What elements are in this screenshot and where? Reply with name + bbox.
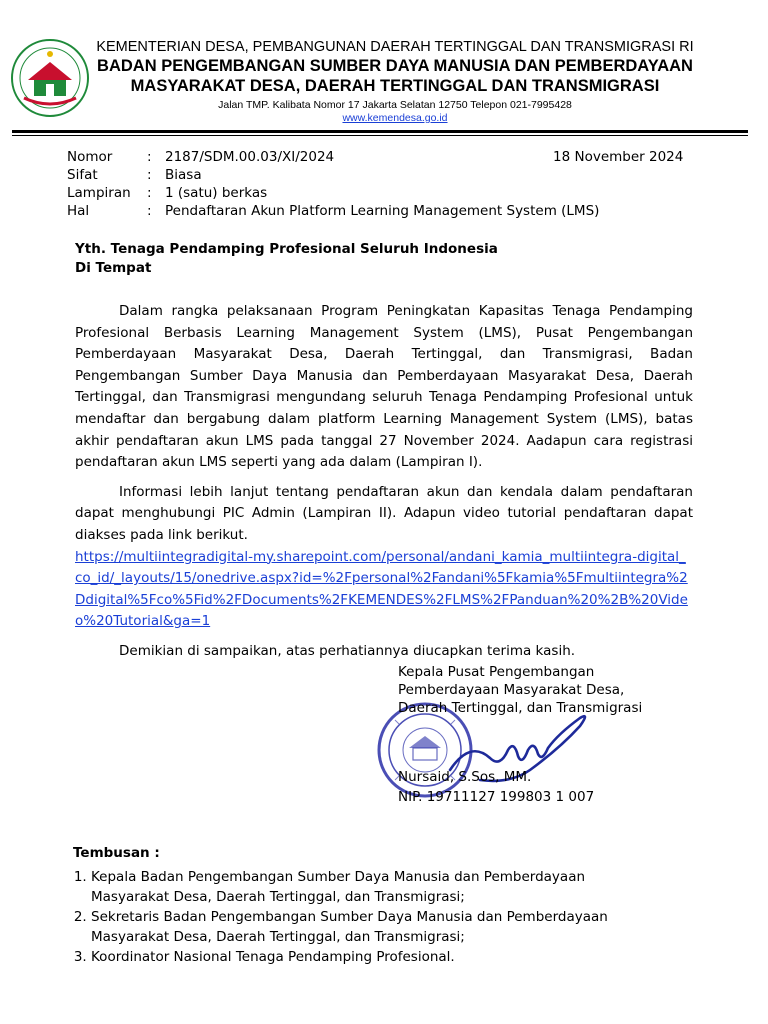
tutorial-video-link[interactable]: https://multiintegradigital-my.sharepoint.com/personal/andani_kamia_multiintegra-digital_co_id/_layouts/15/onedrive.aspx?id=%2Fpersonal%2Fandani%5Fkamia%5Fmultiintegra%2Ddigital%5Fco%5Fid%2FDocuments%2FKEMENDES%2FLMS%2FPanduan%20%2B%20Video%20Tutorial&ga=1 xyxy=(75,548,688,630)
ministry-name: KEMENTERIAN DESA, PEMBANGUNAN DAERAH TERTINGGAL DAN TRANSMIGRASI RI xyxy=(96,39,694,55)
meta-value: 1 (satu) berkas xyxy=(165,185,268,201)
letterhead-divider-thick xyxy=(12,130,748,133)
agency-name-line1: BADAN PENGEMBANGAN SUMBER DAYA MANUSIA DAN PEMBERDAYAAN xyxy=(97,57,693,75)
body-paragraph-2: Informasi lebih lanjut tentang pendaftaran akun dan kendala dalam pendaftaran dapat menghubungi PIC Admin (Lampiran II). Adapun video tutorial pendaftaran dapat diakses pada link berikut. xyxy=(75,483,693,543)
signature-block xyxy=(398,663,643,805)
meta-key: Sifat xyxy=(67,167,98,183)
meta-key: Hal xyxy=(67,203,90,219)
addressee-line2: Di Tempat xyxy=(75,260,152,276)
list-item: 2. Sekretaris Badan Pengembangan Sumber Daya Manusia dan Pemberdayaan Masyarakat Desa, Daerah Tertinggal, dan Transmigrasi; xyxy=(91,907,631,947)
meta-key: Nomor xyxy=(67,149,113,165)
signer-nip: NIP. 19711127 199803 1 007 xyxy=(398,789,595,805)
list-item: 1. Kepala Badan Pengembangan Sumber Daya Manusia dan Pemberdayaan Masyarakat Desa, Daerah Tertinggal, dan Transmigrasi; xyxy=(91,867,631,907)
meta-colon: : xyxy=(147,167,152,183)
carbon-copy-section xyxy=(73,843,631,967)
carbon-copy-list xyxy=(73,867,631,967)
meta-row-sifat xyxy=(67,166,599,184)
signer-title-line2: Pemberdayaan Masyarakat Desa, xyxy=(398,682,625,698)
meta-colon: : xyxy=(147,149,152,165)
letter-date: 18 November 2024 xyxy=(553,149,684,165)
body-paragraph-closing: Demikian di sampaikan, atas perhatiannya diucapkan terima kasih. xyxy=(119,642,576,659)
addressee xyxy=(75,240,498,278)
letterhead xyxy=(90,38,700,125)
addressee-line1: Yth. Tenaga Pendamping Profesional Seluruh Indonesia xyxy=(75,241,498,257)
letter-metadata xyxy=(67,148,599,220)
carbon-copy-title: Tembusan : xyxy=(73,845,160,861)
list-item: 3. Koordinator Nasional Tenaga Pendamping Profesional. xyxy=(91,947,631,967)
letter-body xyxy=(75,301,693,663)
meta-row-lampiran xyxy=(67,184,599,202)
meta-value: 2187/SDM.00.03/XI/2024 xyxy=(165,149,335,165)
meta-key: Lampiran xyxy=(67,185,131,201)
letterhead-divider-thin xyxy=(12,135,748,136)
ministry-logo-icon xyxy=(10,38,90,118)
meta-colon: : xyxy=(147,203,152,219)
meta-row-hal xyxy=(67,202,599,220)
signer-title-line3: Daerah Tertinggal, dan Transmigrasi xyxy=(398,700,643,716)
signer-title-line1: Kepala Pusat Pengembangan xyxy=(398,664,595,680)
meta-value: Pendaftaran Akun Platform Learning Management System (LMS) xyxy=(165,203,600,219)
agency-address: Jalan TMP. Kalibata Nomor 17 Jakarta Selatan 12750 Telepon 021-7995428 xyxy=(218,99,572,111)
agency-name-line2: MASYARAKAT DESA, DAERAH TERTINGGAL DAN TRANSMIGRASI xyxy=(130,77,660,95)
agency-website-link[interactable]: www.kemendesa.go.id xyxy=(342,112,448,124)
meta-row-nomor xyxy=(67,148,599,166)
meta-value: Biasa xyxy=(165,167,202,183)
meta-colon: : xyxy=(147,185,152,201)
signer-name: Nursaid, S.Sos, MM. xyxy=(398,769,532,785)
body-paragraph-1: Dalam rangka pelaksanaan Program Peningkatan Kapasitas Tenaga Pendamping Profesional Berbasis Learning Management System (LMS), Pusat Pengembangan Pemberdayaan Masyarakat Desa, Daerah Tertinggal, dan Transmigrasi, Badan Pengembangan Sumber Daya Manusia dan Pemberdayaan Masyarakat Desa, Daerah Tertinggal, dan Transmigrasi mengundang seluruh Tenaga Pendamping Profesional untuk mendaftar dan bergabung dalam platform Learning Management System (LMS), batas akhir pendaftaran akun LMS pada tanggal 27 November 2024. Aadapun cara registrasi pendaftaran akun LMS seperti yang ada dalam (Lampiran I). xyxy=(75,303,693,471)
